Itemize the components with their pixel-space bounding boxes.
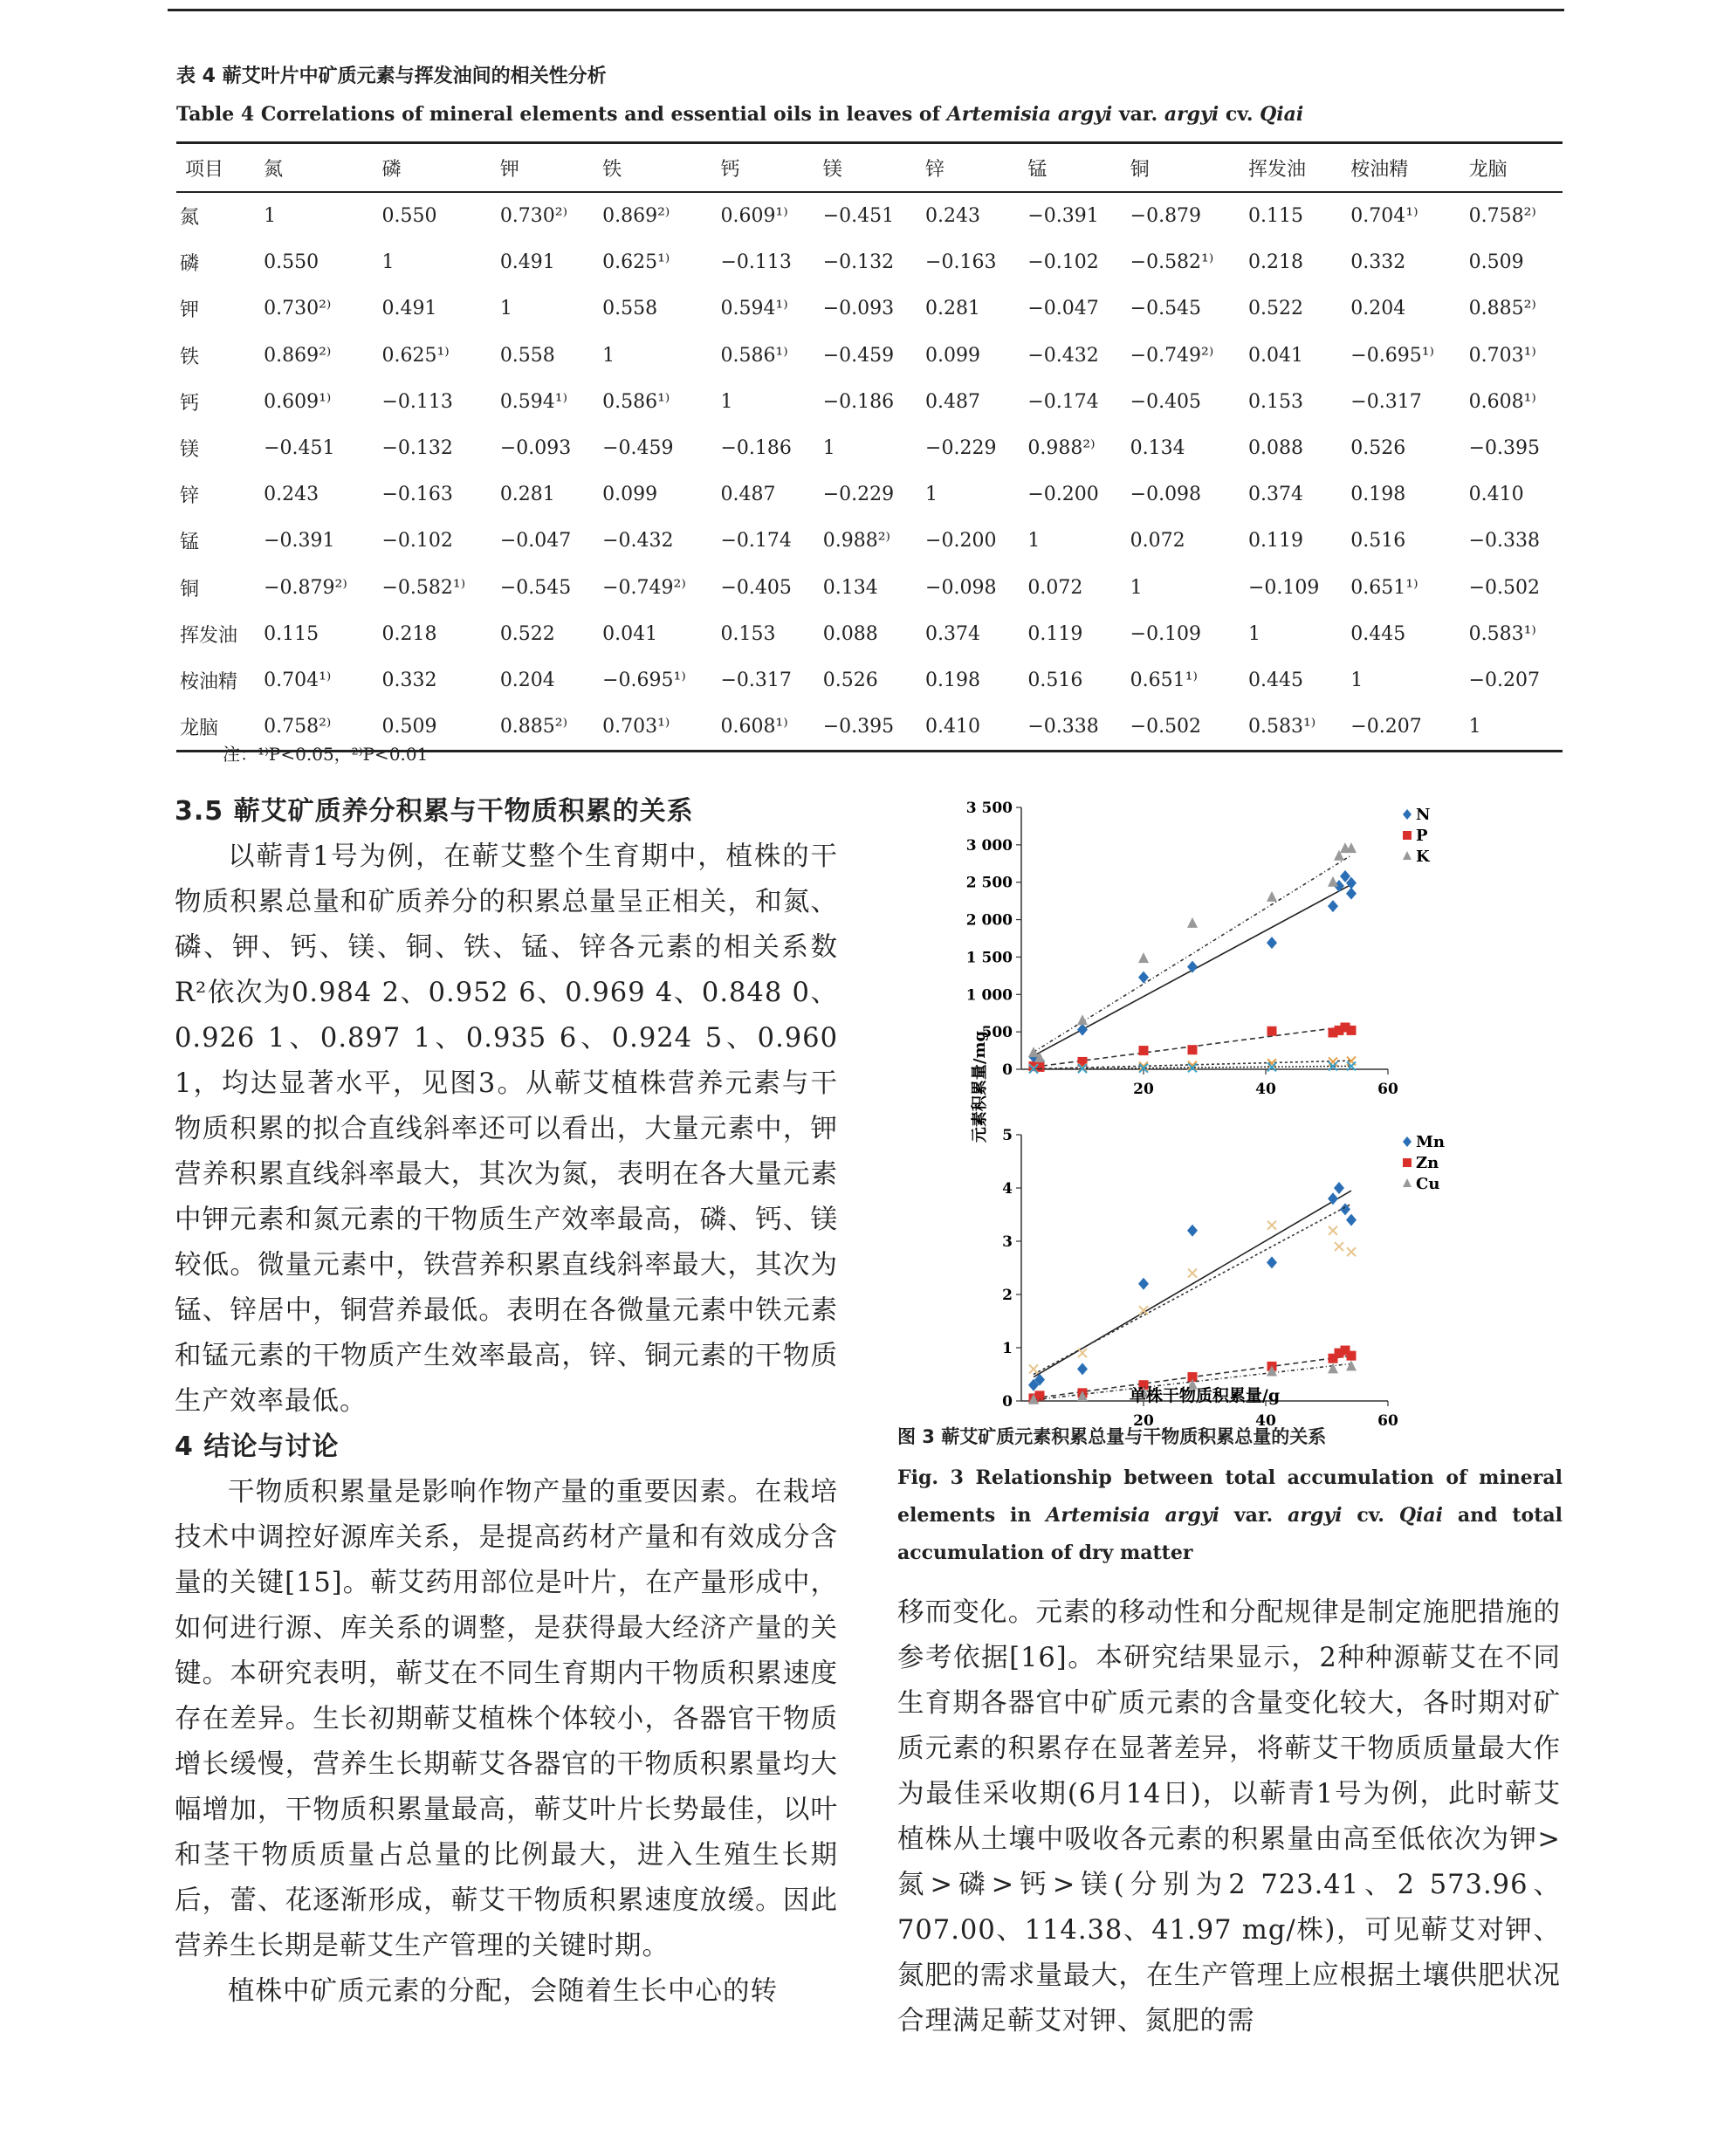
- table-cell: 0.218: [381, 622, 437, 645]
- row-header: 龙脑: [180, 718, 219, 740]
- table-cell: −0.113: [381, 390, 453, 413]
- table-cell: −0.229: [925, 437, 997, 460]
- table-cell: −0.405: [1130, 390, 1202, 413]
- table-cell: −0.047: [499, 530, 572, 553]
- x-tick-label: 20: [1133, 1412, 1154, 1430]
- table-cell: −0.186: [822, 390, 895, 413]
- table-cell: 0.119: [1247, 530, 1303, 553]
- column-header: 钾: [499, 158, 519, 181]
- table-cell: 1: [1247, 622, 1260, 645]
- table-cell: 0.558: [499, 344, 555, 367]
- table-cell: 0.243: [925, 205, 981, 228]
- table-row: [176, 471, 1563, 518]
- column-header: 铜: [1130, 158, 1150, 181]
- paragraph: 干物质积累量是影响作物产量的重要因素。在栽培技术中调控好源库关系，是提高药材产量和有效成分含量的关键[15]。蕲艾药用部位是叶片，在产量形成中，如何进行源、库关系的调整，是获得最大经济产量的关键。本研究表明，蕲艾在不同生育期内干物质积累速度存在差异。生长初期蕲艾植株个体较小，各器官干物质增长缓慢，营养生长期蕲艾各器官的干物质积累量均大幅增加，干物质积累量最高，蕲艾叶片长势最佳，以叶和茎干物质质量占总量的比例最大，进入生殖生长期后，蕾、花逐渐形成，蕲艾干物质积累速度放缓。因此营养生长期是蕲艾生产管理的关键时期。: [175, 1477, 838, 1961]
- data-point-N: [1187, 961, 1198, 973]
- table-cell: 1: [1027, 530, 1041, 553]
- table-cell: 0.099: [925, 344, 981, 367]
- table-cell: 0.522: [499, 622, 555, 645]
- table-cell: 0.609¹⁾: [720, 205, 788, 228]
- y-tick-label: 1 500: [965, 949, 1013, 967]
- table-cell: −0.395: [1468, 437, 1541, 460]
- table-cell: −0.317: [720, 669, 792, 691]
- y-tick-label: 4: [1002, 1180, 1013, 1198]
- table-cell: 0.625¹⁾: [602, 251, 670, 274]
- table-cell: 0.281: [925, 298, 981, 320]
- table-cell: 0.153: [1247, 390, 1303, 413]
- table-row: [176, 333, 1563, 379]
- table-cell: 0.586¹⁾: [602, 390, 670, 413]
- table-cell: 0.758²⁾: [1468, 205, 1536, 228]
- legend-label: Zn: [1416, 1154, 1439, 1172]
- y-tick-label: 2 000: [965, 911, 1013, 930]
- legend-marker-Zn: [1403, 1158, 1412, 1167]
- y-tick-label: 500: [981, 1024, 1013, 1042]
- table-cell: 0.218: [1247, 251, 1303, 274]
- table-cell: 0.243: [264, 484, 319, 506]
- table-cell: 1: [499, 298, 512, 320]
- legend-label: Cu: [1416, 1175, 1440, 1193]
- row-header: 磷: [180, 253, 200, 276]
- y-tick-label: 5: [1002, 1127, 1013, 1144]
- paragraph: 移而变化。元素的移动性和分配规律是制定施肥措施的参考依据[16]。本研究结果显示，2种种源蕲艾在不同生育期各器官中矿质元素的含量变化较大，各时期对矿质元素的积累存在显著差异，将蕲艾干物质质量最大作为最佳采收期(6月14日)，以蕲青1号为例，此时蕲艾植株从土壤中吸收各元素的积累量由高至低依次为钾>氮>磷>钙>镁(分别为2 723.41、2 573.96、707.00、114.38、41.97 mg/株)，可见蕲艾对钾、氮肥的需求量最大，在生产管理上应根据土壤供肥状况合理满足蕲艾对钾、氮肥的需: [897, 1597, 1561, 2036]
- table-cell: −0.229: [822, 484, 895, 506]
- table-cell: −0.174: [1027, 390, 1099, 413]
- table-cell: 0.885²⁾: [1468, 298, 1536, 320]
- row-header: 桉油精: [180, 670, 238, 693]
- data-point-Fe: [1347, 1247, 1356, 1256]
- table-cell: 0.332: [381, 669, 437, 691]
- table-cell: 0.608¹⁾: [720, 716, 788, 738]
- y-tick-label: 1: [1002, 1340, 1013, 1357]
- table-cell: 0.509: [1468, 251, 1524, 274]
- table-cell: 0.072: [1027, 576, 1083, 599]
- correlation-table: [176, 141, 1563, 752]
- table-cell: 0.134: [1130, 437, 1185, 460]
- row-header: 铁: [180, 346, 200, 368]
- table-row: [176, 425, 1563, 471]
- left-column: [175, 789, 838, 2015]
- x-tick-label: 60: [1377, 1412, 1398, 1430]
- data-point-N: [1138, 972, 1149, 984]
- data-point-Mn: [1334, 1182, 1344, 1194]
- table-cell: 1: [1130, 576, 1143, 599]
- table-cell: −0.338: [1468, 530, 1541, 553]
- table-caption-cn: 表 4 蕲艾叶片中矿质元素与挥发油间的相关性分析: [176, 65, 607, 87]
- table-cell: −0.093: [822, 298, 895, 320]
- table-cell: 0.609¹⁾: [264, 390, 332, 413]
- x-tick-label: 60: [1377, 1081, 1398, 1098]
- table-cell: 0.445: [1350, 622, 1406, 645]
- y-tick-label: 1 000: [965, 986, 1013, 1005]
- table-cell: 0.651¹⁾: [1130, 669, 1198, 691]
- data-point-P: [1188, 1045, 1198, 1054]
- row-header: 镁: [180, 439, 200, 462]
- table-cell: −0.047: [1027, 298, 1099, 320]
- table-cell: 0.115: [1247, 205, 1303, 228]
- legend-marker-P: [1403, 831, 1412, 840]
- table-cell: −0.749²⁾: [1130, 344, 1214, 367]
- figure-3-chart: [960, 790, 1449, 1430]
- data-point-Fe: [1329, 1226, 1337, 1235]
- table-note: 注：¹⁾P<0.05，²⁾P<0.01: [223, 744, 429, 765]
- top-rule: [168, 9, 1564, 11]
- table-cell: −0.109: [1130, 622, 1202, 645]
- table-cell: 0.586¹⁾: [720, 344, 788, 367]
- table-row: [176, 657, 1563, 704]
- column-header: 锰: [1027, 158, 1048, 181]
- table-cell: 0.374: [1247, 484, 1303, 506]
- table-cell: 0.583¹⁾: [1247, 716, 1316, 738]
- table-cell: −0.093: [499, 437, 572, 460]
- table-cell: −0.132: [381, 437, 453, 460]
- table-cell: 0.988²⁾: [1027, 437, 1096, 460]
- table-cell: −0.163: [381, 484, 453, 506]
- table-cell: 0.410: [1468, 484, 1524, 506]
- data-point-K: [1028, 1047, 1039, 1057]
- right-column: [897, 1590, 1561, 2044]
- table-row: [176, 285, 1563, 332]
- legend-label: Mn: [1416, 1133, 1446, 1151]
- table-cell: −0.432: [1027, 344, 1099, 367]
- row-header: 钾: [180, 299, 200, 322]
- table-cell: 0.072: [1130, 530, 1185, 553]
- table-cell: 0.526: [822, 669, 878, 691]
- column-header: 镁: [822, 158, 842, 181]
- column-header: 挥发油: [1247, 158, 1306, 181]
- table-cell: −0.207: [1350, 716, 1422, 738]
- table-cell: 1: [602, 344, 615, 367]
- table-cell: 0.198: [925, 669, 981, 691]
- table-cell: 0.885²⁾: [499, 716, 568, 738]
- table-cell: −0.432: [602, 530, 674, 553]
- y-tick-label: 0: [1002, 1393, 1013, 1411]
- column-header: 锌: [925, 158, 945, 181]
- legend-label: K: [1416, 848, 1430, 866]
- table-cell: 1: [381, 251, 395, 274]
- table-cell: 0.115: [264, 622, 319, 645]
- table-cell: 0.608¹⁾: [1468, 390, 1536, 413]
- table-cell: 0.204: [499, 669, 555, 691]
- data-point-Fe: [1029, 1364, 1038, 1373]
- data-point-N: [1077, 1024, 1088, 1036]
- table-row: [176, 379, 1563, 425]
- data-point-Cu: [1346, 1360, 1357, 1370]
- table-cell: 0.153: [720, 622, 776, 645]
- table-cell: 0.088: [1247, 437, 1303, 460]
- table-cell: 0.625¹⁾: [381, 344, 450, 367]
- row-header: 氮: [180, 207, 200, 230]
- x-tick-label: 20: [1133, 1081, 1154, 1098]
- table-cell: 0.869²⁾: [264, 344, 332, 367]
- table-cell: 0.522: [1247, 298, 1303, 320]
- table-cell: −0.109: [1247, 576, 1320, 599]
- table-cell: −0.207: [1468, 669, 1541, 691]
- data-point-N: [1346, 888, 1357, 900]
- table-cell: −0.879²⁾: [264, 576, 347, 599]
- table-cell: 0.041: [602, 622, 658, 645]
- table-cell: 0.988²⁾: [822, 530, 890, 553]
- table-cell: −0.502: [1468, 576, 1541, 599]
- y-tick-label: 3 500: [965, 800, 1013, 817]
- figure-caption-en: Fig. 3 Relationship between total accumulation of mineral elements in Artemisia argyi var. argyi cv. Qiai and total accumulation of dry matter: [897, 1466, 1563, 1564]
- table-cell: 0.550: [381, 205, 437, 228]
- data-point-Fe: [1267, 1221, 1276, 1230]
- column-header: 龙脑: [1468, 158, 1508, 181]
- table-cell: 1: [822, 437, 835, 460]
- x-tick-label: 40: [1255, 1412, 1276, 1430]
- table-row: [176, 518, 1563, 564]
- row-header: 铜: [180, 578, 200, 601]
- y-axis-title: 元素积累量/mg: [971, 1030, 989, 1143]
- table-cell: 0.730²⁾: [499, 205, 568, 228]
- paragraph: 植株中矿质元素的分配，会随着生长中心的转: [228, 1976, 778, 2007]
- table-cell: 0.099: [602, 484, 658, 506]
- table-cell: 0.119: [1027, 622, 1083, 645]
- y-tick-label: 3: [1002, 1233, 1013, 1251]
- y-tick-label: 2: [1002, 1287, 1013, 1304]
- data-point-K: [1077, 1014, 1088, 1025]
- data-point-N: [1328, 900, 1338, 912]
- table-cell: 0.558: [602, 298, 658, 320]
- table-cell: −0.200: [925, 530, 997, 553]
- table-cell: −0.338: [1027, 716, 1099, 738]
- table-cell: 0.374: [925, 622, 981, 645]
- table-cell: 0.281: [499, 484, 555, 506]
- data-point-Mn: [1346, 1214, 1357, 1226]
- table-cell: −0.879: [1130, 205, 1202, 228]
- data-point-K: [1267, 891, 1277, 902]
- row-header: 挥发油: [180, 624, 238, 647]
- figure-caption-cn: 图 3 蕲艾矿质元素积累总量与干物质积累总量的关系: [897, 1426, 1327, 1447]
- table-cell: 0.594¹⁾: [720, 298, 788, 320]
- data-point-Mn: [1187, 1225, 1198, 1237]
- table-cell: −0.317: [1350, 390, 1422, 413]
- table-cell: 1: [1468, 716, 1481, 738]
- table-cell: 0.491: [499, 251, 555, 274]
- column-header: 钙: [720, 158, 740, 181]
- table-cell: 0.487: [925, 390, 981, 413]
- row-header: 锰: [180, 532, 200, 554]
- table-cell: 0.410: [925, 716, 981, 738]
- legend-marker-Mn: [1403, 1136, 1412, 1147]
- table-cell: 0.583¹⁾: [1468, 622, 1536, 645]
- table-cell: −0.391: [1027, 205, 1099, 228]
- table-cell: −0.102: [1027, 251, 1099, 274]
- table-cell: −0.391: [264, 530, 335, 553]
- table-cell: −0.395: [822, 716, 895, 738]
- section-3-5-heading: 3.5 蕲艾矿质养分积累与干物质积累的关系: [175, 796, 694, 827]
- table-cell: 0.516: [1027, 669, 1083, 691]
- column-header: 项目: [185, 158, 224, 181]
- table-cell: 0.730²⁾: [264, 298, 332, 320]
- table-cell: 0.509: [381, 716, 437, 738]
- x-tick-label: 40: [1255, 1081, 1276, 1098]
- table-row: [176, 565, 1563, 611]
- legend-marker-Cu: [1403, 1178, 1412, 1187]
- table-cell: −0.451: [264, 437, 335, 460]
- table-caption-en: Table 4 Correlations of mineral elements and essential oils in leaves of Artemisia argyi var. argyi cv. Qiai: [176, 103, 1304, 126]
- column-header: 铁: [602, 158, 622, 181]
- table-cell: 0.198: [1350, 484, 1406, 506]
- table-cell: −0.451: [822, 205, 895, 228]
- data-point-Fe: [1188, 1269, 1197, 1278]
- legend-label: N: [1416, 806, 1431, 824]
- table-cell: 0.594¹⁾: [499, 390, 568, 413]
- data-point-P: [1139, 1046, 1149, 1055]
- data-point-Cu: [1328, 1363, 1338, 1373]
- table-cell: 1: [925, 484, 938, 506]
- table-header-row: [176, 143, 1563, 193]
- data-point-K: [1328, 876, 1338, 887]
- table-cell: −0.502: [1130, 716, 1202, 738]
- table-cell: −0.098: [925, 576, 997, 599]
- table-cell: 0.204: [1350, 298, 1406, 320]
- table-cell: −0.459: [602, 437, 674, 460]
- table-cell: 0.088: [822, 622, 878, 645]
- table-cell: −0.113: [720, 251, 792, 274]
- data-point-Fe: [1078, 1349, 1087, 1357]
- column-header: 磷: [381, 158, 402, 181]
- table-cell: −0.582¹⁾: [381, 576, 466, 599]
- table-cell: −0.582¹⁾: [1130, 251, 1214, 274]
- row-header: 锌: [180, 485, 200, 508]
- table-cell: −0.174: [720, 530, 792, 553]
- table-cell: −0.695¹⁾: [602, 669, 686, 691]
- data-point-Mn: [1077, 1363, 1088, 1375]
- legend-marker-K: [1403, 851, 1412, 860]
- legend-marker-N: [1403, 809, 1412, 820]
- section-4-heading: 4 结论与讨论: [175, 1432, 340, 1462]
- x-axis-title: 单株干物质积累量/g: [1129, 1386, 1281, 1405]
- table-cell: 0.526: [1350, 437, 1406, 460]
- table-cell: 0.703¹⁾: [1468, 344, 1536, 367]
- data-point-P: [1267, 1027, 1277, 1036]
- table-cell: 1: [264, 205, 277, 228]
- table-cell: 0.516: [1350, 530, 1406, 553]
- table-cell: 0.758²⁾: [264, 716, 332, 738]
- table-cell: 0.445: [1247, 669, 1303, 691]
- y-tick-label: 2 500: [965, 874, 1013, 892]
- data-point-Mn: [1138, 1278, 1149, 1290]
- table-cell: 0.041: [1247, 344, 1303, 367]
- table-cell: −0.098: [1130, 484, 1202, 506]
- data-point-P: [1347, 1026, 1357, 1035]
- table-row: [176, 192, 1563, 239]
- data-point-Mn: [1267, 1256, 1277, 1268]
- table-cell: 0.332: [1350, 251, 1406, 274]
- table-cell: 0.550: [264, 251, 319, 274]
- row-header: 钙: [180, 392, 200, 415]
- column-header: 桉油精: [1350, 158, 1409, 181]
- table-cell: 0.704¹⁾: [1350, 205, 1418, 228]
- table-row: [176, 611, 1563, 657]
- table-cell: −0.132: [822, 251, 895, 274]
- table-cell: −0.459: [822, 344, 895, 367]
- table-cell: 0.487: [720, 484, 776, 506]
- data-point-Fe: [1335, 1242, 1343, 1251]
- table-cell: 0.869²⁾: [602, 205, 670, 228]
- table-cell: 0.651¹⁾: [1350, 576, 1418, 599]
- paragraph: 以蕲青1号为例，在蕲艾整个生育期中，植株的干物质积累总量和矿质养分的积累总量呈正相关，和氮、磷、钾、钙、镁、铜、铁、锰、锌各元素的相关系数R²依次为0.984 2、0.952 6、0.969 4、0.848 0、0.926 1、0.897 1、0.935 6、0.924 5、0.960 1，均达显著水平，见图3。从蕲艾植株营养元素与干物质积累的拟合直线斜率还可以看出，大量元素中，钾营养积累直线斜率最大，其次为氮，表明在各大量元素中钾元素和氮元素的干物质生产效率最高，磷、钙、镁较低。微量元素中，铁营养积累直线斜率最大，其次为锰、锌居中，铜营养最低。表明在各微量元素中铁元素和锰元素的干物质产生效率最高，锌、铜元素的干物质生产效率最低。: [175, 841, 838, 1417]
- table-cell: −0.695¹⁾: [1350, 344, 1434, 367]
- data-point-Ca: [1329, 1057, 1337, 1066]
- data-point-Zn: [1347, 1351, 1357, 1361]
- y-tick-label: 3 000: [965, 836, 1013, 855]
- table-cell: −0.545: [1130, 298, 1202, 320]
- data-point-N: [1267, 937, 1277, 949]
- column-header: 氮: [264, 158, 284, 181]
- table-cell: −0.749²⁾: [602, 576, 686, 599]
- data-point-K: [1138, 952, 1149, 963]
- table-cell: 0.703¹⁾: [602, 716, 670, 738]
- legend-label: P: [1416, 827, 1428, 845]
- table-cell: 1: [1350, 669, 1364, 691]
- table-cell: 0.704¹⁾: [264, 669, 332, 691]
- table-cell: −0.405: [720, 576, 792, 599]
- table-cell: 0.134: [822, 576, 878, 599]
- table-cell: −0.545: [499, 576, 572, 599]
- table-cell: −0.200: [1027, 484, 1099, 506]
- table-cell: −0.186: [720, 437, 792, 460]
- table-row: [176, 239, 1563, 285]
- table-cell: −0.163: [925, 251, 997, 274]
- table-cell: 1: [720, 390, 733, 413]
- data-point-K: [1187, 917, 1198, 928]
- y-tick-label: 0: [1002, 1061, 1013, 1079]
- table-cell: 0.491: [381, 298, 437, 320]
- table-cell: −0.102: [381, 530, 453, 553]
